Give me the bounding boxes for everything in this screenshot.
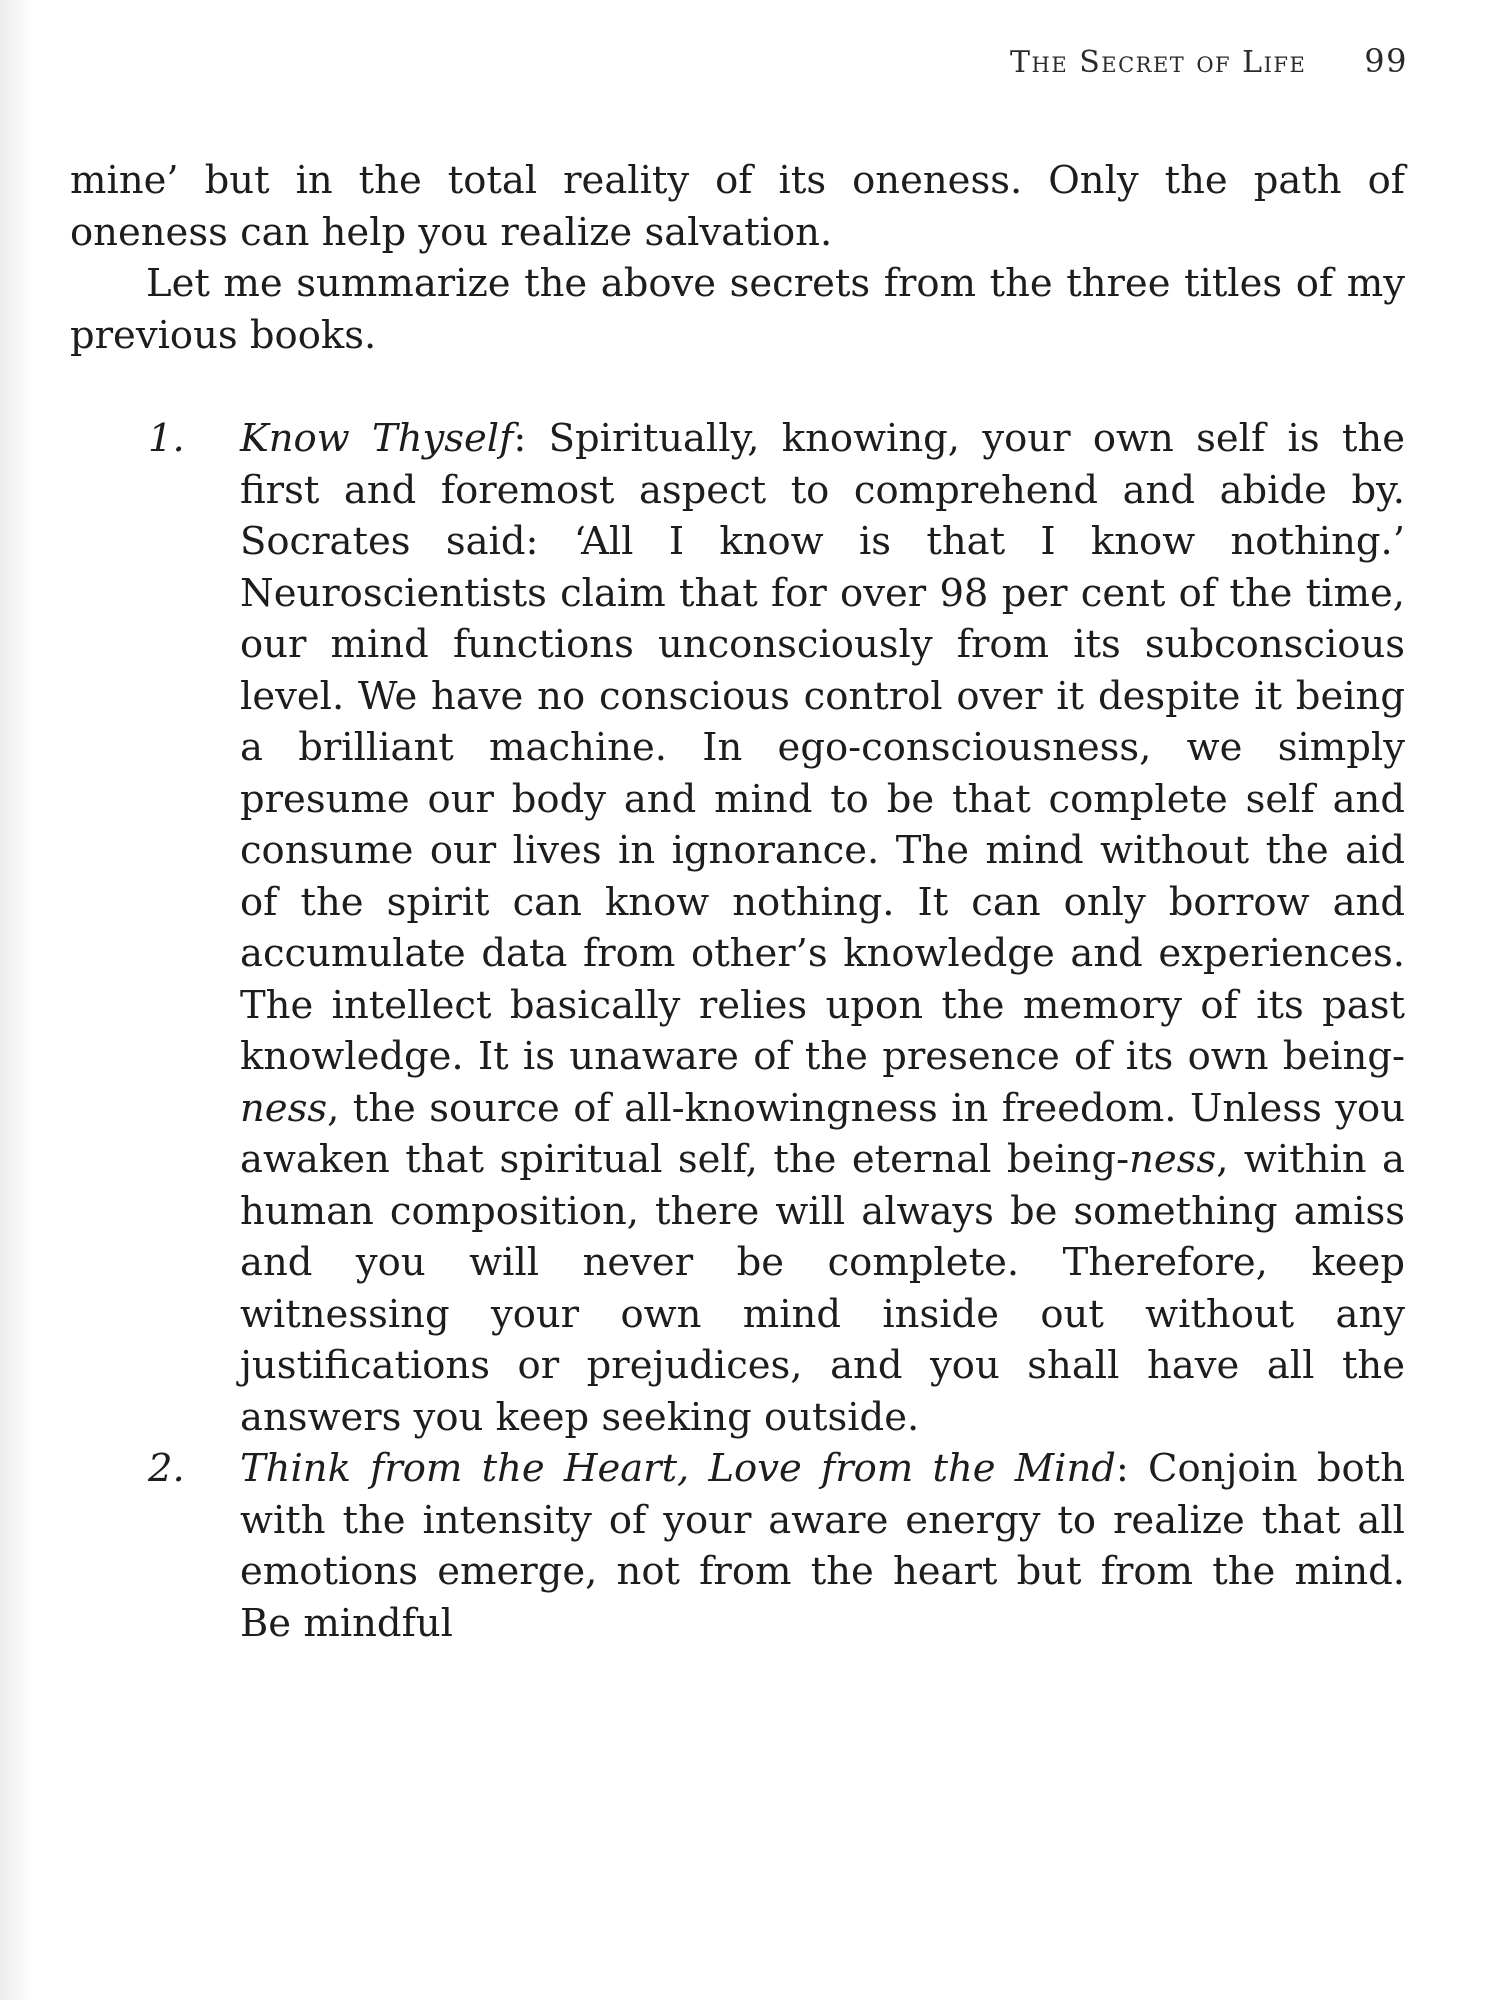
running-title: The Secret of Life: [1010, 45, 1307, 80]
list-item-title: Know Thyself: [240, 416, 514, 461]
list-item-text: : Conjoin both with the intensity of your aware energy to realize that all emotions emerge, not from the heart but from the mind. Be mindful: [240, 1446, 1405, 1646]
list-item-number: 1.: [148, 416, 185, 461]
running-header: [1010, 42, 1408, 80]
list-item-emphasis: ness: [1129, 1137, 1217, 1182]
list-item: [70, 1443, 1405, 1649]
paragraph-summary-intro: Let me summarize the above secrets from the three titles of my previous books.: [70, 261, 1405, 358]
numbered-list: [70, 413, 1405, 1649]
list-item: [70, 413, 1405, 1443]
page-gutter-shadow: [0, 0, 32, 2000]
list-item-text: , within a human composition, there will always be something amiss and you will never be complete. Therefore, keep witnessing your own mind inside out without any justifications or prejudices, and you shall have all the answers you keep seeking outside.: [240, 1137, 1405, 1440]
list-item-emphasis: ness: [240, 1085, 328, 1131]
list-item-number: 2.: [148, 1446, 185, 1491]
page-number: 99: [1364, 42, 1408, 80]
list-item-title: Think from the Heart, Love from the Mind: [240, 1446, 1116, 1491]
list-item-text: : Spiritually, knowing, your own self is the first and foremost aspect to comprehend and abide by. Socrates said: ‘All I know is that I know nothing.’ Neuroscientists claim that for over 98 per cent of the time, our mind functions unconsciously from its subconscious level. We have no conscious control over it despite it being a brilliant machine. In ego-consciousness, we simply presume our body and mind to be that complete self and consume our lives in ignorance. The mind without the aid of the spirit can know nothing. It can only borrow and accumulate data from other’s knowledge and experiences. The intellect basically relies upon the memory of its past knowledge. It is unaware of the presence of its own being-: [240, 416, 1405, 1079]
list-item-text: , the source of all-knowingness in freedom. Unless you awaken that spiritual self, the eternal being-: [240, 1085, 1405, 1182]
paragraph-continuation: mine’ but in the total reality of its oneness. Only the path of oneness can help you realize salvation.: [70, 158, 1405, 255]
body-text: [70, 155, 1405, 1649]
